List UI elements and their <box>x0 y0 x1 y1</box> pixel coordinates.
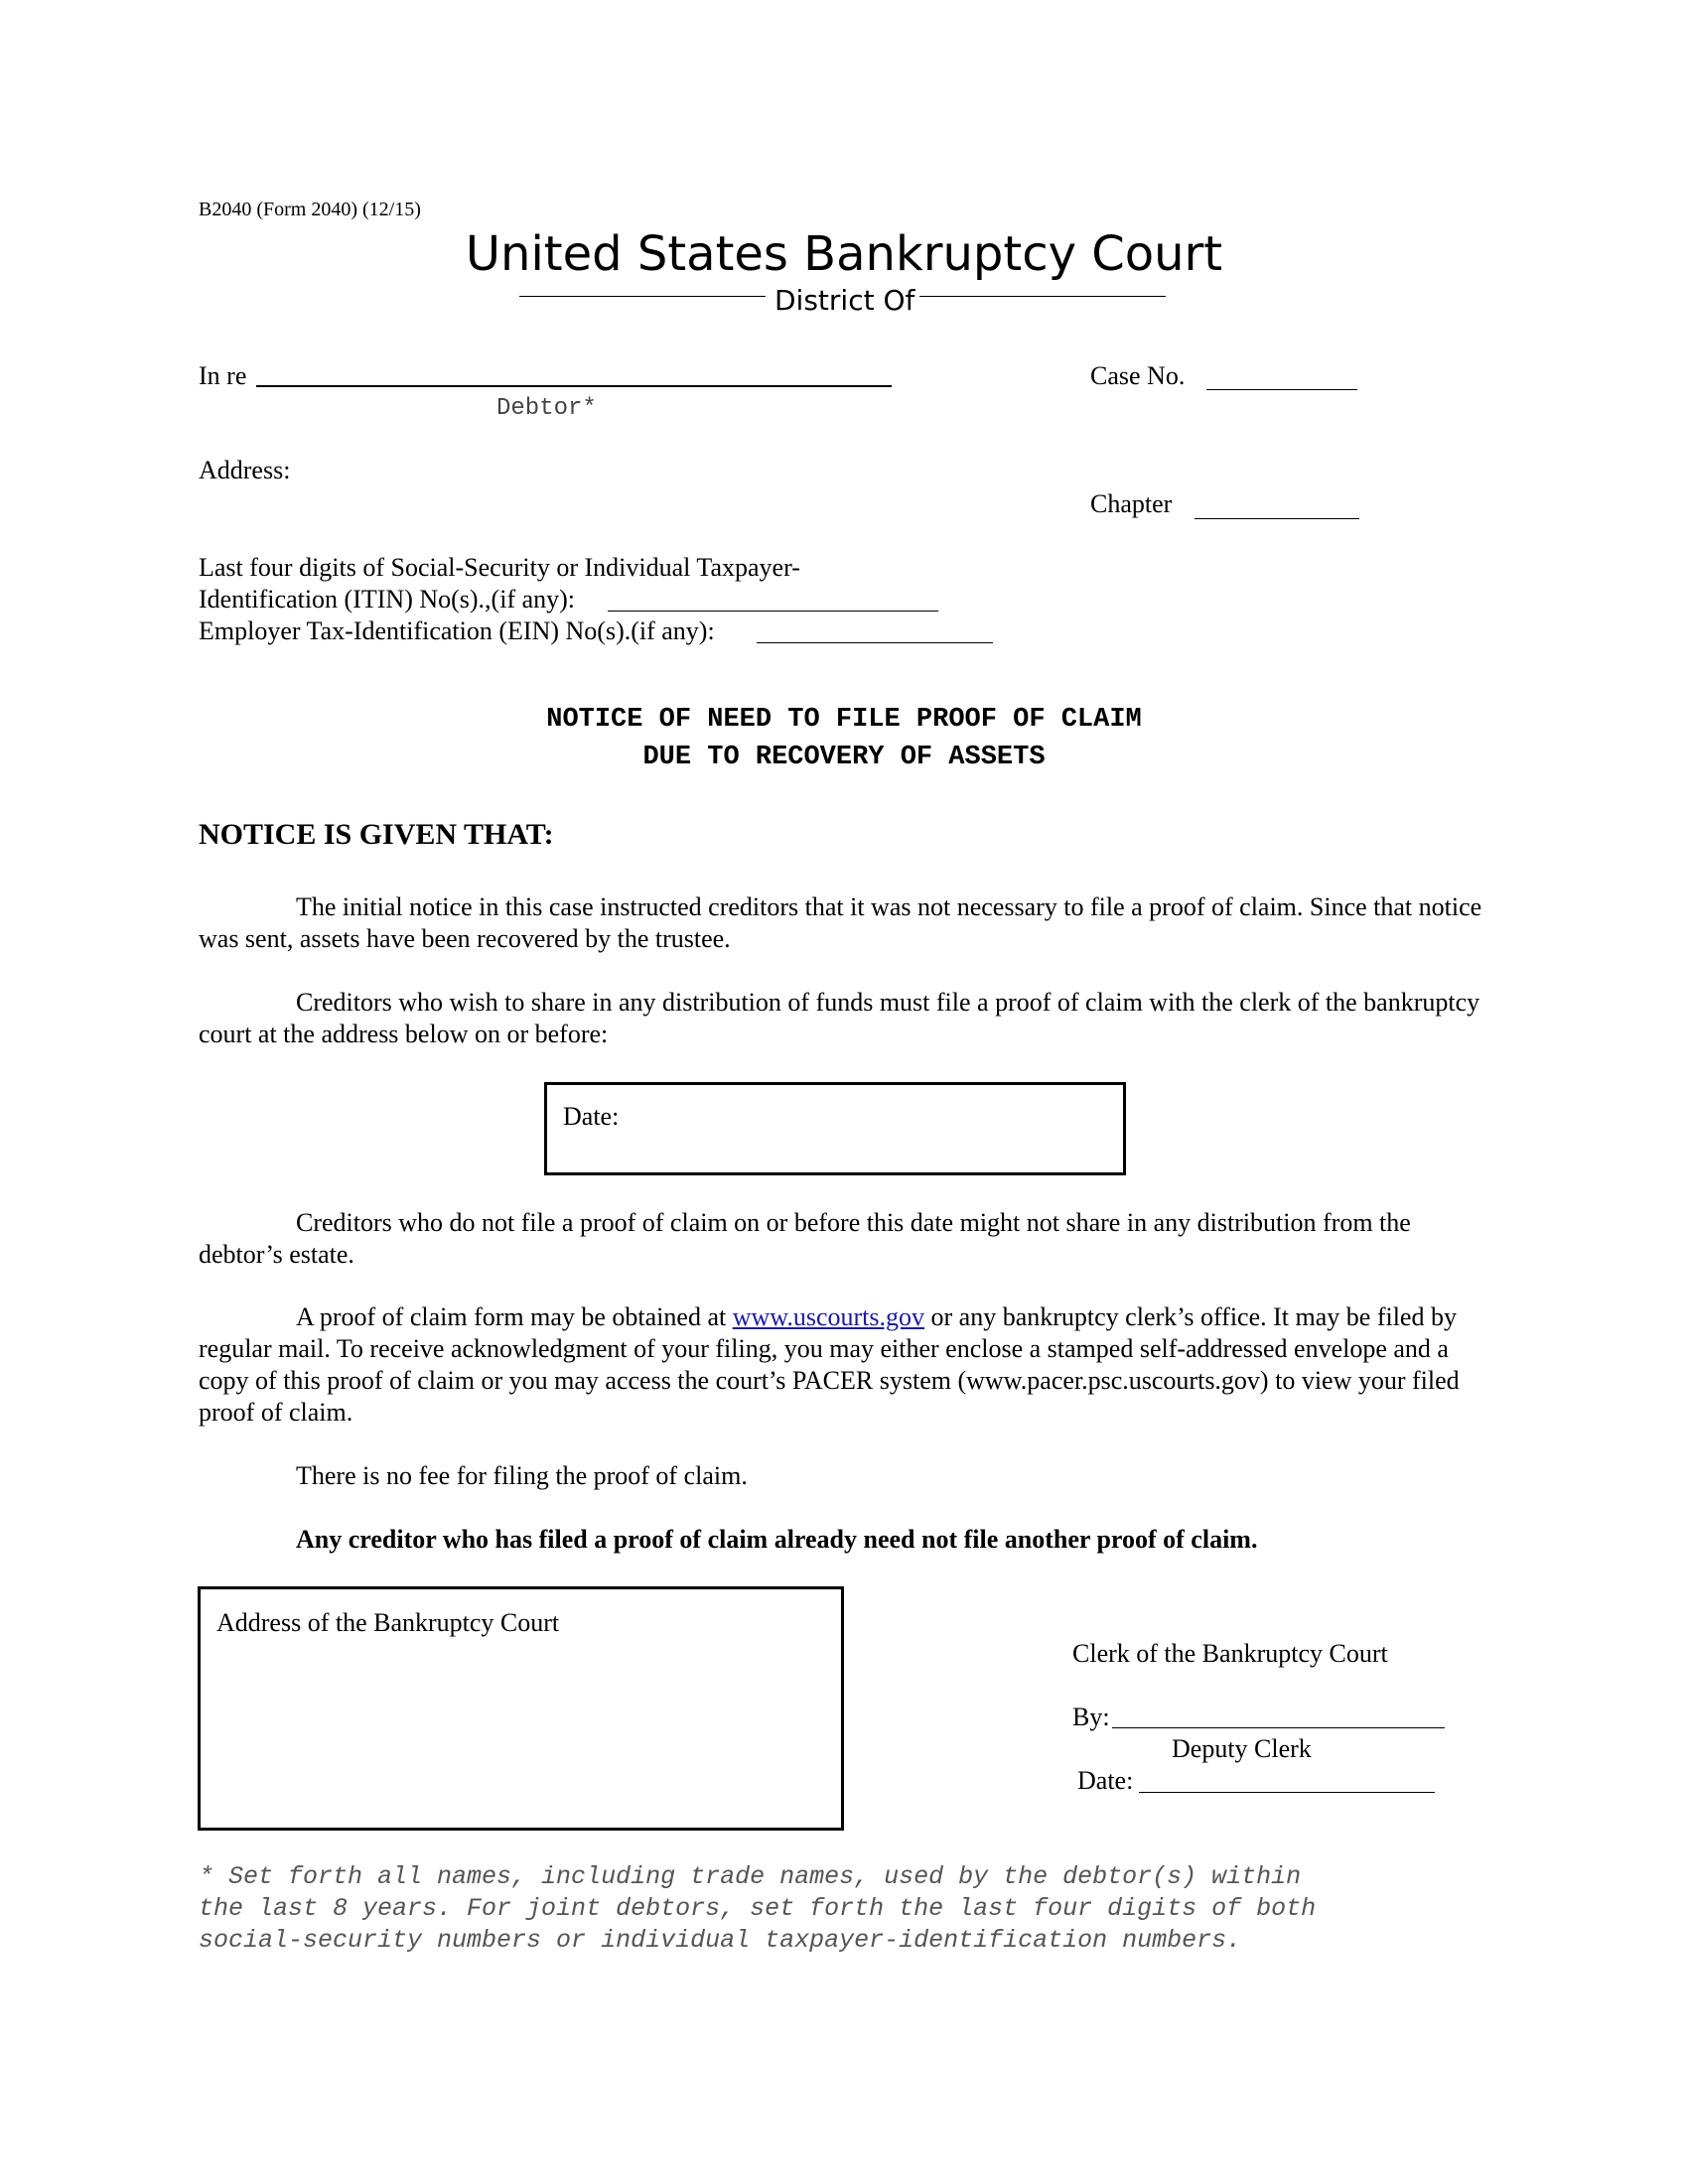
footnote-line1: * Set forth all names, including trade names, used by the debtor(s) within <box>199 1862 1302 1891</box>
court-address-label: Address of the Bankruptcy Court <box>216 1608 560 1637</box>
paragraph-deadline-warning <box>199 1207 1489 1271</box>
paragraph-claim-form-text-a: A proof of claim form may be obtained at <box>296 1302 733 1331</box>
paragraph-claim-form-text-b: or any bankruptcy clerk’s office. It may be filed by regular mail. To receive acknowledgment of your filing, you may either enclose a stamped self-addressed envelope and a copy of this proof of claim or you may access the court’s PACER system (www.pacer.psc.uscourts.gov) to view your filed proof of claim. <box>199 1302 1460 1427</box>
notice-heading: NOTICE IS GIVEN THAT: <box>199 818 554 851</box>
ein-field[interactable] <box>757 642 993 643</box>
chapter-field[interactable] <box>1195 518 1359 519</box>
ssn-label-line1: Last four digits of Social-Security or Individual Taxpayer- <box>199 553 800 582</box>
district-label: District Of <box>774 284 915 317</box>
clerk-by-label: By: <box>1072 1703 1110 1731</box>
paragraph-deadline-warning-text: Creditors who do not file a proof of claim on or before this date might not share in any distribution from the debtor’s estate. <box>199 1208 1411 1269</box>
footnote-line3: social-security numbers or individual taxpayer-identification numbers. <box>199 1926 1242 1955</box>
court-address-box[interactable] <box>198 1586 844 1831</box>
deputy-clerk-label: Deputy Clerk <box>1172 1734 1312 1763</box>
court-title: United States Bankruptcy Court <box>465 226 1223 282</box>
paragraph-file-claim-text: Creditors who wish to share in any distribution of funds must file a proof of claim with the clerk of the bankruptcy court at the address below on or before: <box>199 988 1480 1048</box>
deadline-date-label: Date: <box>563 1102 620 1131</box>
chapter-label: Chapter <box>1090 489 1173 518</box>
district-blank-right[interactable] <box>919 296 1166 297</box>
deadline-date-box[interactable] <box>544 1082 1126 1175</box>
case-no-field[interactable] <box>1206 389 1357 390</box>
notice-title-line2: DUE TO RECOVERY OF ASSETS <box>642 743 1046 772</box>
case-no-label: Case No. <box>1090 361 1186 390</box>
district-blank-left[interactable] <box>519 296 766 297</box>
ein-label: Employer Tax-Identification (EIN) No(s).(if any): <box>199 616 715 645</box>
debtor-name-field[interactable] <box>256 385 892 387</box>
paragraph-claim-form <box>199 1301 1489 1429</box>
ssn-label-line2: Identification (ITIN) No(s).,(if any): <box>199 585 576 614</box>
paragraph-initial-notice-text: The initial notice in this case instructed creditors that it was not necessary to file a proof of claim. Since that notice was sent, assets have been recovered by the trustee. <box>199 892 1482 953</box>
in-re-label: In re <box>199 361 247 390</box>
uscourts-link[interactable]: www.uscourts.gov <box>732 1302 925 1331</box>
clerk-date-field[interactable] <box>1139 1792 1435 1793</box>
clerk-signature-field[interactable] <box>1112 1727 1445 1728</box>
paragraph-no-fee-text: There is no fee for filing the proof of claim. <box>296 1461 748 1490</box>
address-label: Address: <box>199 456 291 484</box>
paragraph-already-filed <box>199 1524 1489 1556</box>
clerk-title: Clerk of the Bankruptcy Court <box>1072 1639 1388 1668</box>
ssn-itin-field[interactable] <box>608 611 938 612</box>
footnote-line2: the last 8 years. For joint debtors, set forth the last four digits of both <box>199 1894 1317 1923</box>
paragraph-already-filed-text: Any creditor who has filed a proof of claim already need not file another proof of claim. <box>296 1525 1258 1554</box>
paragraph-initial-notice <box>199 891 1489 955</box>
paragraph-file-claim <box>199 987 1489 1050</box>
form-id: B2040 (Form 2040) (12/15) <box>199 199 421 220</box>
clerk-date-label: Date: <box>1077 1766 1134 1795</box>
notice-title-line1: NOTICE OF NEED TO FILE PROOF OF CLAIM <box>546 705 1142 735</box>
paragraph-no-fee <box>199 1460 1489 1492</box>
debtor-label: Debtor* <box>496 395 597 422</box>
